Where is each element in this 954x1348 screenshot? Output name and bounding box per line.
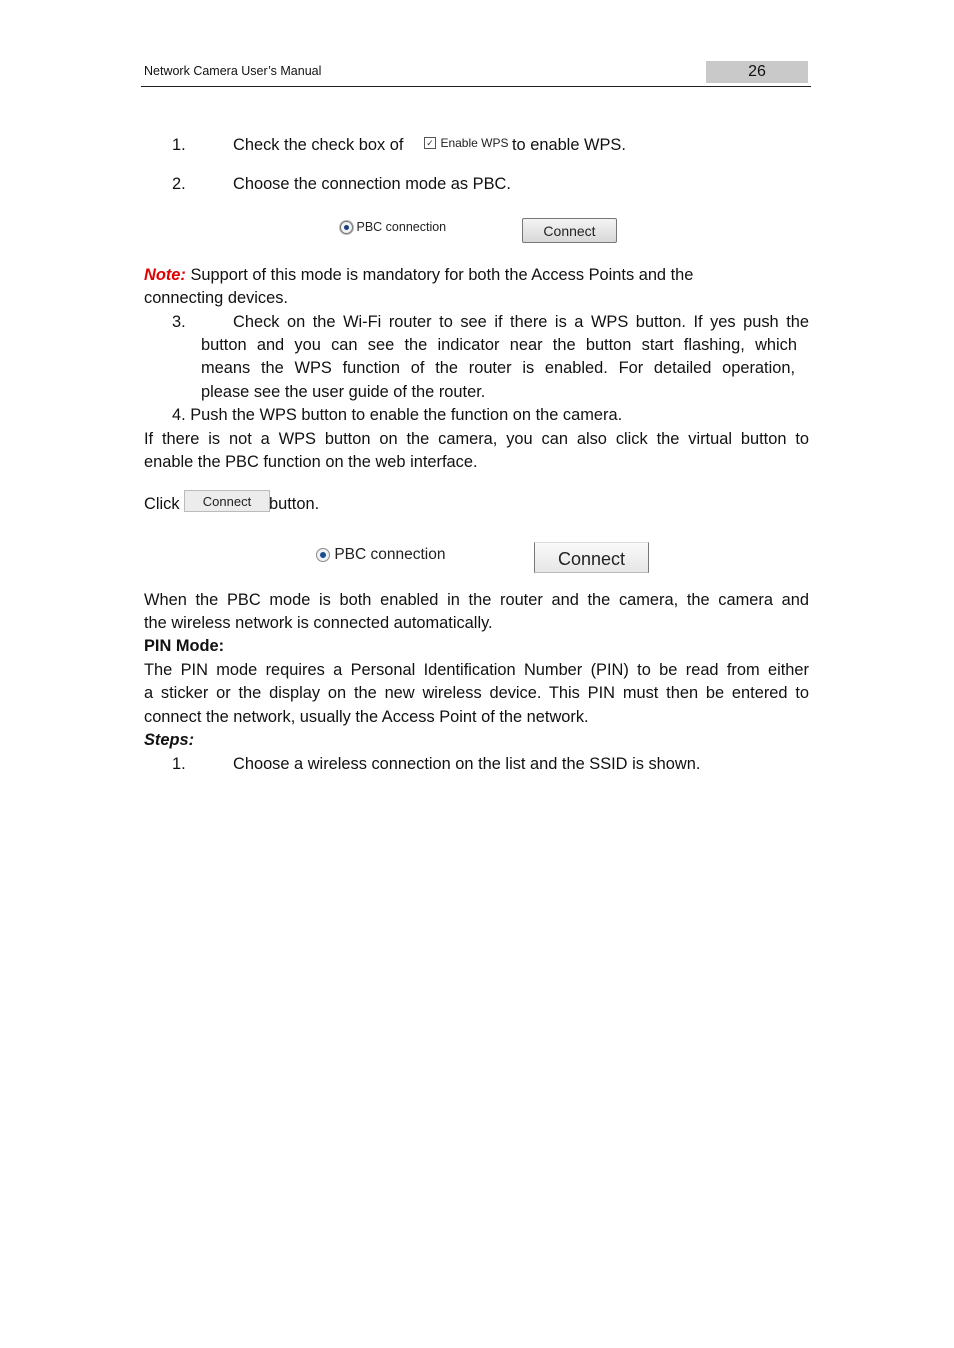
header-divider [141,86,811,87]
step2-text: Choose the connection mode as PBC. [233,175,511,193]
note-text: Support of this mode is mandatory for both the Access Points and the [190,266,694,284]
step1-text-after: to enable WPS. [512,136,626,154]
checkbox-checked-icon: ✓ [424,137,436,149]
step-number: 2. [172,175,186,193]
steps-heading: Steps: [144,731,195,749]
step4-text: 4. Push the WPS button to enable the function on the camera. [172,406,623,424]
step3-line: button and you can see the indicator near the button start flashing, which [201,336,797,354]
paragraph-line: enable the PBC function on the web interface. [144,453,478,471]
step1-text-before: Check the check box of [233,136,404,154]
paragraph-line: the wireless network is connected automatically. [144,614,493,632]
radio-selected-icon [340,221,353,234]
step3-line: Check on the Wi-Fi router to see if there is a WPS button. If yes push the [233,313,809,331]
paragraph-line: connect the network, usually the Access Point of the network. [144,708,589,726]
enable-wps-checkbox-image [424,134,509,150]
step-text [233,134,403,157]
click-after-text: button. [269,495,320,513]
enable-wps-label: Enable WPS [440,136,509,150]
step3-line: means the WPS function of the router is enabled. For detailed operation, [201,359,795,377]
note-line [144,264,693,287]
paragraph-line: The PIN mode requires a Personal Identification Number (PIN) to be read from either [144,661,809,679]
pbc-connection-radio-image [340,220,446,234]
note-line: connecting devices. [144,289,288,307]
pin-step1-text: Choose a wireless connection on the list and the SSID is shown. [233,755,701,773]
connect-button-image: Connect [522,218,617,243]
page-number: 26 [706,61,808,83]
step-number: 1. [172,755,186,773]
header-title: Network Camera User’s Manual [144,64,322,78]
pbc-connection-label: PBC connection [334,546,446,563]
click-text: Click [144,495,180,513]
connect-button-image: Connect [184,490,270,512]
paragraph-line: When the PBC mode is both enabled in the router and the camera, the camera and [144,591,809,609]
step-number: 1. [172,136,186,154]
pin-mode-heading: PIN Mode: [144,637,225,655]
paragraph-line: a sticker or the display on the new wireless device. This PIN must then be entered to [144,684,809,702]
pbc-connection-radio-image [316,546,445,564]
connect-button-image: Connect [534,542,649,573]
radio-selected-icon [316,548,330,562]
paragraph-line: If there is not a WPS button on the camera, you can also click the virtual button to [144,430,809,448]
note-label: Note: [144,266,186,284]
pbc-connection-label: PBC connection [356,220,447,234]
step-number: 3. [172,313,186,331]
step3-line: please see the user guide of the router. [201,383,486,401]
